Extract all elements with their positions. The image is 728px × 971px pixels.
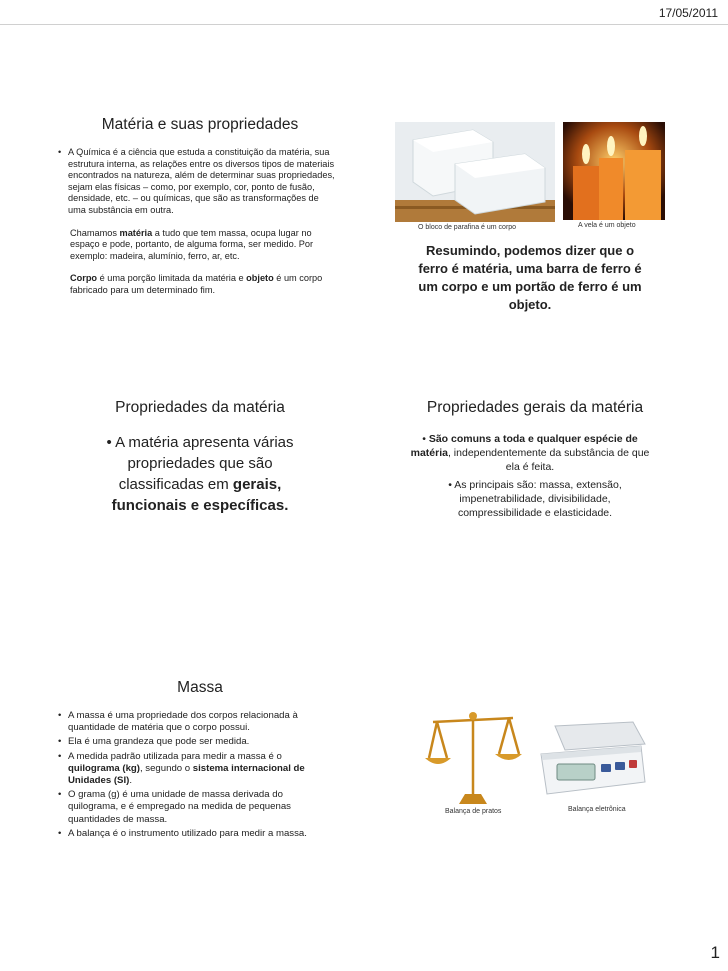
bullet-dot: • [448,479,455,491]
slide4-bullet2: • As principais são: massa, extensão, impenetrabilidade, divisibilidade, compressibilidade e elasticidade. [448,479,622,519]
slide1-para-materia: Chamamos matéria a tudo que tem massa, ocupa lugar no espaço e pode, portanto, de alguma forma, ser medido. Por exemplo: madeira, alumínio, ferro, ar, etc. [70,227,314,261]
electronic-scale-image [537,716,647,802]
slide1-bullet-quimica: • A Química é a ciência que estuda a constituição da matéria, sua estrutura interna, as relações entre os diversos tipos de materiais encontrados na natureza, além de determinar suas propriedades, sejam elas físicas – como, por exemplo, cor, ponto de fusão, densidade, etc. – ou químicas, que são as transformações de uma substância em outra. [58,147,338,217]
slide1-para-corpo: Corpo é uma porção limitada da matéria e objeto é um corpo fabricado para um determinado fim. [70,273,323,295]
slide5-bullet1: • A massa é uma propriedade dos corpos relacionada à quantidade de matéria que o corpo possui. [58,710,334,734]
bullet-dot: • [106,434,116,451]
paraffin-block-image [395,122,555,222]
slide5-title: Massa [177,679,223,696]
header-divider [0,24,728,25]
slide4-title: Propriedades gerais da matéria [426,399,644,416]
slide4-bullet1: • São comuns a toda e qualquer espécie de matéria, independentemente da substância de que ela é feita. [410,433,650,473]
slide1-title: Matéria e suas propriedades [101,116,299,133]
bullet-dot: • [422,433,429,445]
slide5-bullet3: • A medida padrão utilizada para medir a massa é o quilograma (kg), segundo o sistema internacional de Unidades (SI). [58,751,334,788]
slide5-bullet4: • O grama (g) é uma unidade de massa derivada do quilograma, e é empregado na medida de pequenas quantidades de massa. [58,789,334,826]
slide3-bullet: • A matéria apresenta várias propriedades que são classificadas em gerais, funcionais e específicas. [106,434,294,514]
slide3-title: Propriedades da matéria [115,399,285,416]
paraffin-caption: O bloco de parafina é um corpo [418,224,517,231]
candle-image [563,122,665,220]
candle-caption: A vela é um objeto [578,222,636,229]
slide5-body [58,710,334,840]
slide5-bullet5: • A balança é o instrumento utilizado para medir a massa. [58,828,334,840]
balance-scale-caption: Balança de pratos [445,808,502,815]
balance-scale-image [423,708,523,808]
slide5-bullet2: • Ela é uma grandeza que pode ser medida. [58,736,334,748]
slide1-body [58,147,338,297]
slide2-summary: Resumindo, podemos dizer que o ferro é matéria, uma barra de ferro é um corpo e um portão de ferro é um objeto. [418,243,642,312]
electronic-scale-caption: Balança eletrônica [568,806,626,813]
print-date: 17/05/2011 [658,6,718,20]
page-number: 1 [710,943,720,962]
